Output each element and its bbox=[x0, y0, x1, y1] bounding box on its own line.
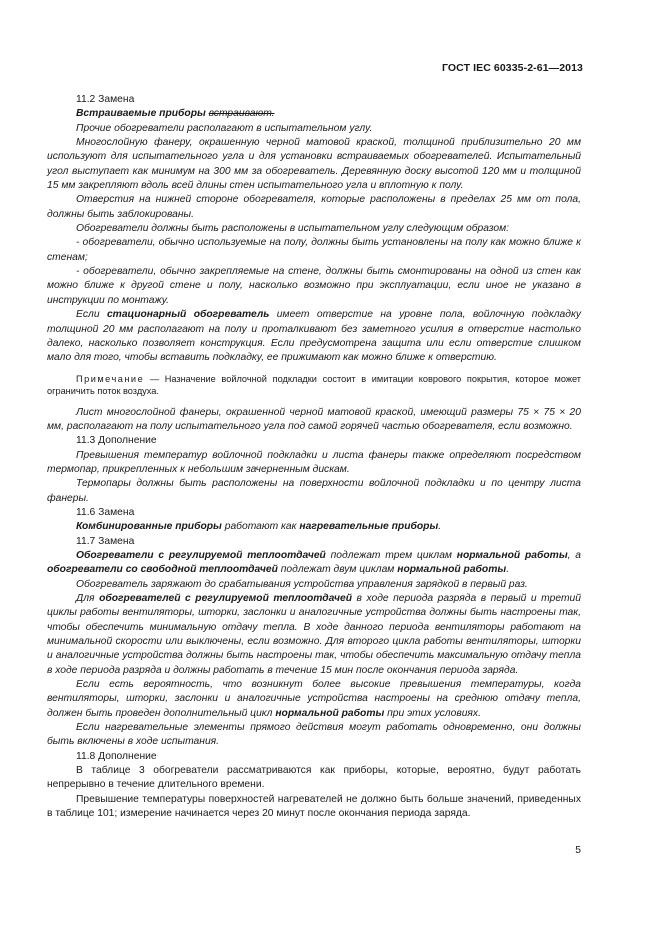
term: стационарный обогреватель bbox=[106, 309, 270, 321]
note bbox=[47, 373, 581, 398]
paragraph: Многослойную фанеру, окрашенную черной матовой краской, толщиной приблизительно 20 мм используют для испытательного угла и для установки встраиваемых обогревателей. Испытательный угол выступает как минимум на 300 мм за обогреватель. Деревянную доску высотой 120 мм и толщиной 15 мм закрепляют вдоль всей длины стен испытательного угла и вплотную к полу. bbox=[47, 137, 581, 192]
paragraph: Термопары должны быть расположены на поверхности войлочной подкладки и по центру листа фанеры. bbox=[47, 478, 581, 504]
paragraph: Обогреватели должны быть расположены в испытательном углу следующим образом: bbox=[76, 223, 510, 235]
paragraph: Обогреватели с регулируемой теплоотдачей подлежат трем циклам нормальной работы, а обогреватели со свободной теплоотдачей подлежат двум циклам нормальной работы. bbox=[47, 549, 581, 576]
document-body bbox=[47, 93, 581, 822]
paragraph: Отверстия на нижней стороне обогревателя, которые расположены в пределах 25 мм от пола, должны быть заблокированы. bbox=[47, 194, 581, 220]
note-label: Примечание bbox=[76, 373, 145, 384]
note-text: — Назначение войлочной подкладки состоит в имитации коврового покрытия, которое может ограничить поток воздуха. bbox=[47, 373, 581, 397]
paragraph: Лист многослойной фанеры, окрашенной черной матовой краской, имеющий размеры 75 × 75 × 20 мм, располагают на полу испытательного угла под самой горячей частью обогревателя, если возможно. bbox=[47, 406, 581, 432]
list-item: - обогреватели, обычно используемые на полу, должны быть установлены на полу как можно ближе к стенам; bbox=[47, 237, 581, 263]
paragraph: Если есть вероятность, что возникнут более высокие превышения температуры, когда вентиляторы, шторки, заслонки и аналогичные устройства настроены на среднюю отдачу тепла, должен быть проведен дополнительный цикл нормальной работы при этих условиях. bbox=[47, 679, 581, 719]
paragraph: Если нагревательные элементы прямого действия могут работать одновременно, они должны быть включены в ходе испытания. bbox=[47, 722, 581, 748]
section-11-3-title: 11.3 Дополнение bbox=[76, 435, 157, 447]
paragraph: Комбинированные приборы работают как нагревательные приборы. bbox=[76, 521, 442, 533]
section-11-7-title: 11.7 Замена bbox=[76, 535, 135, 547]
deleted-text: встраивают. bbox=[208, 108, 275, 120]
term: Встраиваемые приборы bbox=[76, 108, 206, 120]
page-number: 5 bbox=[575, 845, 581, 856]
paragraph: Превышения температур войлочной подкладки и листа фанеры также определяют посредством термопар, прикрепленных к небольшим зачерненным дискам. bbox=[47, 449, 581, 475]
section-11-2-title: 11.2 Замена bbox=[76, 94, 135, 105]
list-item: - обогреватели, обычно закрепляемые на стене, должны быть смонтированы на одной из стен как можно ближе к другой стене и полу, насколько возможно при эксплуатации, если иное не указано в инструкции по монтажу. bbox=[47, 266, 581, 306]
paragraph: Для обогревателей с регулируемой теплоотдачей в ходе периода разряда в первый и третий циклы работы вентиляторы, шторки, заслонки и аналогичные устройства должны быть настроены так, чтобы обеспечить минимальную отдачу тепла. В ходе данного периода вентиляторы работают на минимальной скорости или выключены, если возможно. Для второго цикла работы вентиляторы, шторки и аналогичные устройства должны быть настроены так, чтобы обеспечить максимальную отдачу тепла в ходе периода разряда и должны работать в течение 15 мин после окончания периода заряда. bbox=[47, 593, 581, 676]
paragraph: В таблице 3 обогреватели рассматриваются как приборы, которые, вероятно, будут работать непрерывно в течение длительного времени. bbox=[47, 765, 581, 791]
paragraph: Если стационарный обогреватель имеет отверстие на уровне пола, войлочную подкладку толщиной 20 мм располагают на полу и проталкивают без заметного усилия в отверстие настолько далеко, насколько позволяет конструкция. Если предусмотрена защита или если отверстие слишком мало для того, чтобы вставить подкладку, ее прижимают как можно ближе к отверстию. bbox=[47, 309, 581, 364]
paragraph: Прочие обогреватели располагают в испытательном углу. bbox=[76, 122, 373, 134]
paragraph: Превышение температуры поверхностей нагревателей не должно быть больше значений, приведенных в таблице 101; измерение начинается через 20 минут после окончания периода заряда. bbox=[47, 793, 581, 820]
paragraph bbox=[47, 107, 581, 121]
section-11-6-title: 11.6 Замена bbox=[76, 506, 135, 518]
section-11-8-title: 11.8 Дополнение bbox=[76, 750, 157, 762]
document-header: ГОСТ IEC 60335-2-61—2013 bbox=[441, 62, 583, 74]
paragraph: Обогреватель заряжают до срабатывания устройства управления зарядкой в первый раз. bbox=[76, 578, 528, 590]
